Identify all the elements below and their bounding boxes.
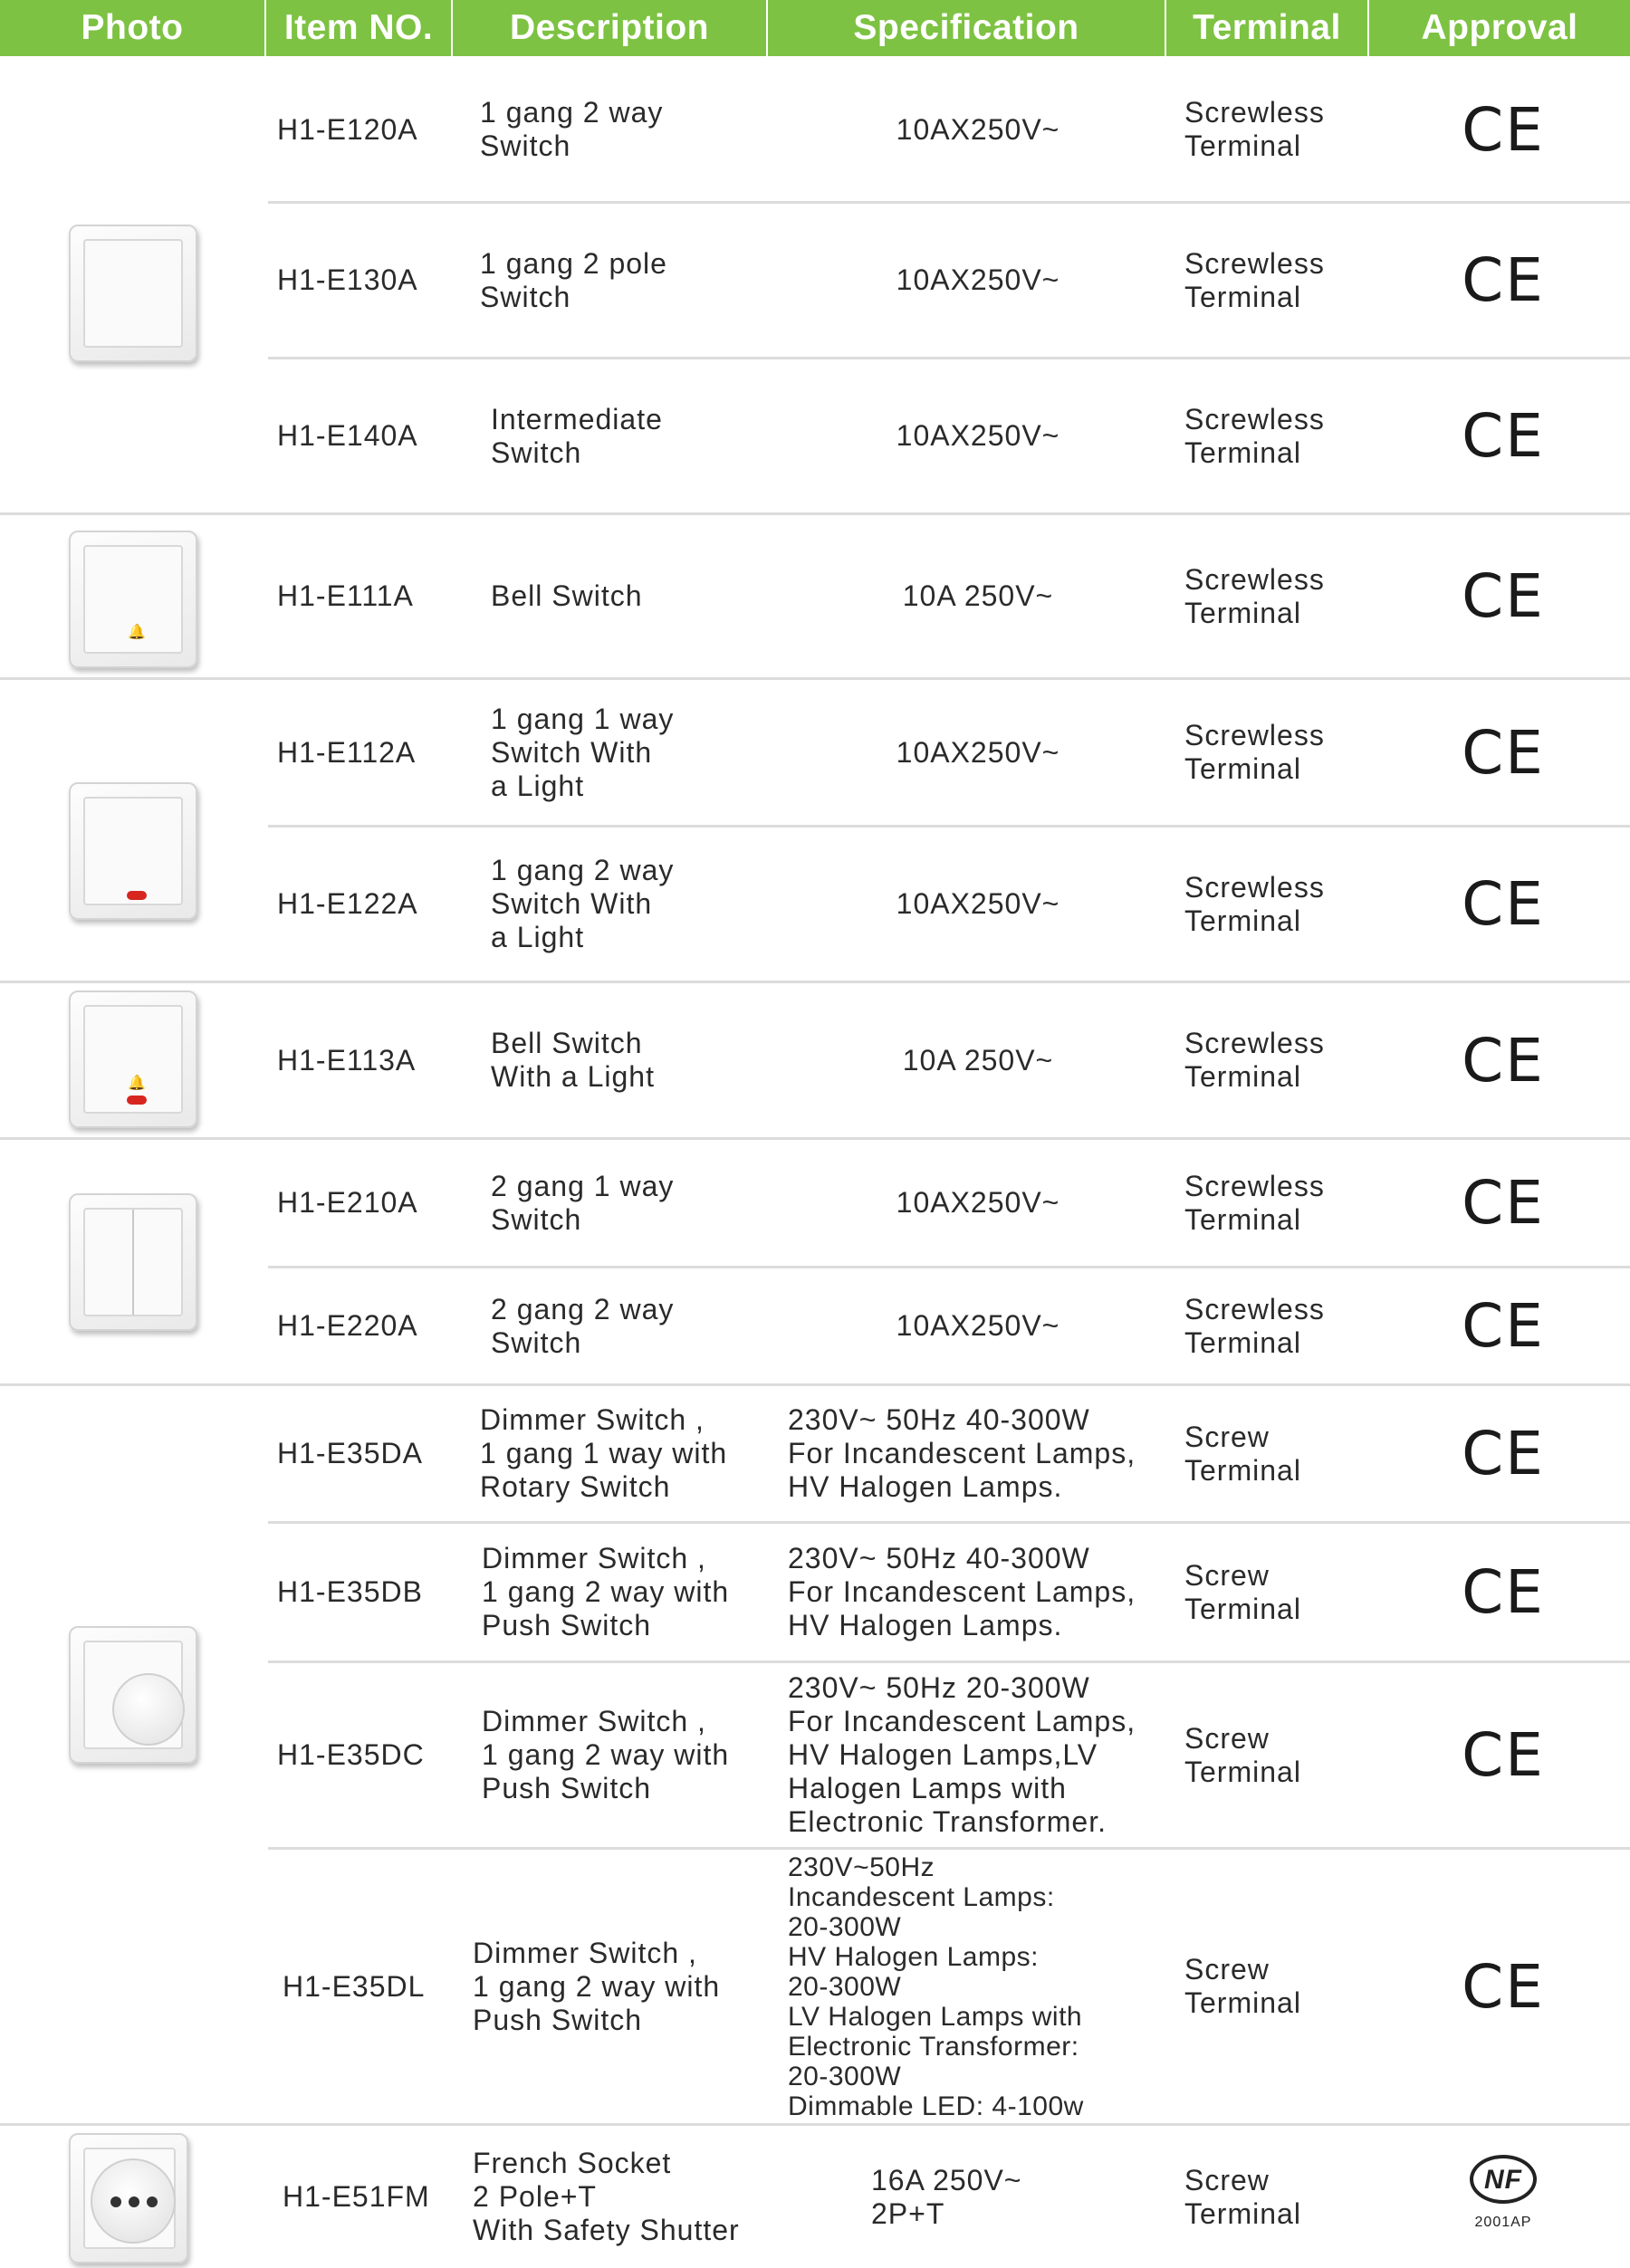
specification: 230V~ 50Hz 20-300W For Incandescent Lamps, HV Halogen Lamps,LV Halogen Lamps with Electronic Transformer. bbox=[788, 1671, 1136, 1838]
table-row bbox=[0, 1663, 1630, 1847]
ce-mark-icon: CE bbox=[1462, 401, 1545, 471]
table-row bbox=[0, 2126, 1630, 2268]
item-number: H1-E220A bbox=[277, 1309, 418, 1342]
item-number: H1-E35DL bbox=[283, 1969, 426, 2003]
nf-mark-label: NF bbox=[1470, 2155, 1537, 2204]
terminal: Screwless Terminal bbox=[1184, 1169, 1325, 1236]
terminal: Screwless Terminal bbox=[1184, 719, 1325, 785]
description: 1 gang 2 pole Switch bbox=[480, 246, 667, 313]
table-row bbox=[0, 359, 1630, 512]
terminal: Screw Terminal bbox=[1184, 1558, 1301, 1625]
table-row bbox=[0, 1850, 1630, 2123]
description: 2 gang 2 way Switch bbox=[491, 1292, 675, 1359]
item-number: H1-E210A bbox=[277, 1186, 418, 1219]
nf-mark-icon bbox=[1470, 2155, 1537, 2239]
header-specification: Specification bbox=[853, 8, 1079, 47]
item-number: H1-E130A bbox=[277, 263, 418, 296]
ce-mark-icon: CE bbox=[1462, 561, 1545, 631]
terminal: Screwless Terminal bbox=[1184, 402, 1325, 469]
item-number: H1-E120A bbox=[277, 112, 418, 146]
specification: 10AX250V~ bbox=[896, 1186, 1060, 1219]
table-row bbox=[0, 680, 1630, 825]
specification: 230V~ 50Hz 40-300W For Incandescent Lamps, HV Halogen Lamps. bbox=[788, 1403, 1136, 1503]
ce-mark-icon: CE bbox=[1462, 717, 1545, 788]
specification: 10AX250V~ bbox=[896, 419, 1060, 452]
table-row bbox=[0, 58, 1630, 201]
terminal: Screw Terminal bbox=[1184, 1420, 1301, 1487]
terminal: Screwless Terminal bbox=[1184, 96, 1325, 162]
ce-mark-icon: CE bbox=[1462, 1025, 1545, 1096]
table-row bbox=[0, 515, 1630, 677]
item-number: H1-E113A bbox=[277, 1043, 417, 1077]
table-row bbox=[0, 1524, 1630, 1660]
specification: 10AX250V~ bbox=[896, 263, 1060, 296]
header-item-no: Item NO. bbox=[283, 8, 434, 47]
terminal: Screw Terminal bbox=[1184, 1721, 1301, 1788]
table-row bbox=[0, 828, 1630, 981]
item-number: H1-E111A bbox=[277, 579, 414, 612]
ce-mark-icon: CE bbox=[1462, 245, 1545, 315]
item-number: H1-E35DC bbox=[277, 1738, 425, 1771]
description: Bell Switch bbox=[491, 579, 643, 612]
description: Dimmer Switch , 1 gang 1 way with Rotary Switch bbox=[480, 1403, 728, 1503]
ce-mark-icon: CE bbox=[1462, 1419, 1545, 1488]
description: 1 gang 1 way Switch With a Light bbox=[491, 702, 675, 802]
item-number: H1-E51FM bbox=[283, 2180, 430, 2213]
terminal: Screwless Terminal bbox=[1184, 246, 1325, 313]
description: Dimmer Switch , 1 gang 2 way with Push Switch bbox=[482, 1705, 730, 1804]
approval-cell bbox=[1376, 2126, 1630, 2268]
item-number: H1-E35DA bbox=[277, 1437, 423, 1469]
terminal: Screwless Terminal bbox=[1184, 1027, 1325, 1093]
header-photo: Photo bbox=[81, 8, 184, 47]
terminal: Screw Terminal bbox=[1184, 1953, 1301, 2019]
specification: 10AX250V~ bbox=[896, 112, 1060, 146]
ce-mark-icon: CE bbox=[1462, 1291, 1545, 1361]
specification: 10AX250V~ bbox=[896, 887, 1060, 920]
description: 1 gang 2 way Switch bbox=[480, 96, 664, 162]
table-row bbox=[0, 1140, 1630, 1266]
description: Bell Switch With a Light bbox=[491, 1027, 655, 1093]
table-header bbox=[0, 0, 1630, 56]
terminal: Screwless Terminal bbox=[1184, 1292, 1325, 1359]
nf-mark-code: 2001AP bbox=[1474, 2215, 1532, 2230]
table-row bbox=[0, 983, 1630, 1137]
specification: 230V~50Hz Incandescent Lamps: 20-300W HV Halogen Lamps: 20-300W LV Halogen Lamps with Electronic Transformer: 20-300W Dimmable LED: 4-100w bbox=[788, 1852, 1084, 2121]
header-approval: Approval bbox=[1421, 8, 1578, 47]
description: 2 gang 1 way Switch bbox=[491, 1169, 675, 1236]
header-description: Description bbox=[509, 8, 710, 47]
terminal: Screwless Terminal bbox=[1184, 562, 1325, 629]
ce-mark-icon: CE bbox=[1462, 869, 1545, 939]
table-row bbox=[0, 1386, 1630, 1521]
terminal: Screw Terminal bbox=[1184, 2163, 1301, 2230]
item-number: H1-E122A bbox=[277, 887, 418, 920]
header-terminal: Terminal bbox=[1193, 8, 1341, 47]
item-number: H1-E112A bbox=[277, 735, 417, 769]
specification: 10A 250V~ bbox=[902, 1043, 1054, 1077]
bell-icon: 🔔 bbox=[128, 1076, 146, 1091]
description: Dimmer Switch , 1 gang 2 way with Push Switch bbox=[482, 1542, 730, 1641]
table-row bbox=[0, 1268, 1630, 1383]
description: Dimmer Switch , 1 gang 2 way with Push Switch bbox=[473, 1936, 721, 2036]
bell-icon: 🔔 bbox=[128, 625, 146, 640]
description: French Socket 2 Pole+T With Safety Shutter bbox=[473, 2147, 740, 2246]
specification: 10A 250V~ bbox=[902, 579, 1054, 612]
table-row bbox=[0, 204, 1630, 357]
specification: 16A 250V~ 2P+T bbox=[871, 2163, 1022, 2230]
ce-mark-icon: CE bbox=[1462, 1951, 1545, 2022]
ce-mark-icon: CE bbox=[1462, 94, 1545, 165]
ce-mark-icon: CE bbox=[1462, 1557, 1545, 1627]
item-number: H1-E35DB bbox=[277, 1575, 423, 1608]
specification: 10AX250V~ bbox=[896, 735, 1060, 769]
ce-mark-icon: CE bbox=[1462, 1720, 1545, 1790]
terminal: Screwless Terminal bbox=[1184, 870, 1325, 937]
item-number: H1-E140A bbox=[277, 419, 418, 452]
ce-mark-icon: CE bbox=[1462, 1168, 1545, 1238]
description: 1 gang 2 way Switch With a Light bbox=[491, 854, 675, 953]
specification: 10AX250V~ bbox=[896, 1309, 1060, 1342]
description: Intermediate Switch bbox=[491, 402, 663, 469]
specification: 230V~ 50Hz 40-300W For Incandescent Lamps, HV Halogen Lamps. bbox=[788, 1542, 1136, 1641]
